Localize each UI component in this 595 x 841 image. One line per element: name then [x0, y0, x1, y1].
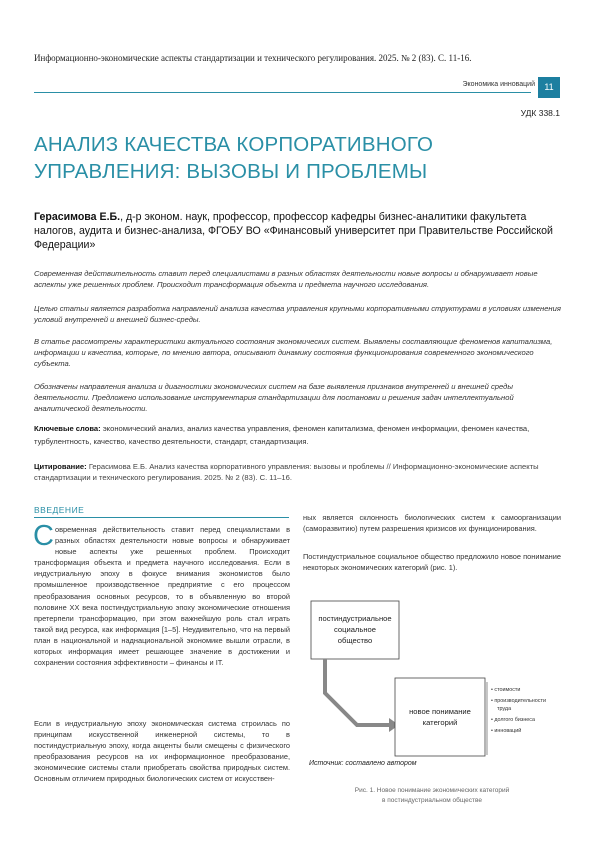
box2-line: новое понимание [409, 707, 471, 716]
figure-caption [303, 786, 561, 806]
box1-line: общество [337, 636, 373, 645]
section-label: Экономика инноваций [462, 81, 535, 88]
header-rule [34, 92, 531, 93]
keywords-label: Ключевые слова: [34, 424, 101, 433]
box-new-understanding [395, 678, 485, 756]
section-heading: ВВЕДЕНИЕ [34, 505, 85, 515]
box2-line: категорий [422, 718, 458, 727]
intro-paragraph-1 [33, 520, 290, 668]
abstract-paragraph: Целью статьи является разработка направлений анализа качества управления крупными корпоративными структурами в условиях изменения условий внутренней и внешней бизнес-среды. [34, 304, 561, 325]
author-name: Герасимова Е.Б. [34, 211, 121, 223]
bullet-item-cont: труда [497, 706, 512, 712]
page-number: 11 [538, 77, 560, 98]
article-title [34, 131, 474, 185]
abstract-paragraph: Современная действительность ставит перед специалистами в разных областях деятельности новые вопросы и обнаруживает новые аспекты уже решенных проблем. Происходит трансформация объекта и предмета научного исследования. [34, 269, 538, 290]
title-line: УПРАВЛЕНИЯ: ВЫЗОВЫ И ПРОБЛЕМЫ [34, 160, 428, 183]
bullet-item: • производительности [491, 698, 546, 704]
bullet-item: • стоимости [491, 687, 521, 693]
abstract-paragraph: Обозначены направления анализа и диагностики экономических систем на базе выявления признаков внутренней и внешней среды деятельности. Предложено использование инструментария стандартизации для постановки и решения задач интеллектуальной аналитической деятельности. [34, 382, 514, 414]
intro-text: овременная действительность ставит перед специалистами в разных областях деятельности новые вопросы и обнаруживает новые аспекты уже решенных проблем. Происходит трансформация объекта и предмета научного исследования. Если в индустриальную эпоху в фокусе внимания экономистов было промышленное производственное предприятие с его процессом преобразования основных ресурсов, то в объявленную во второй половине XX века постиндустриальную эпоху экономические отношения претерпели трансформацию, при этом важнейшую роль стал играть такой вид ресурса, как информация [1–5]. Неудивительно, что на первый план в национальной и наднациональной экономике вышли отрасли, в которых информация имеет решающее значение в достижении и сохранении состояния эффективности – финансы и IT. [34, 525, 290, 668]
keywords [34, 423, 562, 448]
intro-paragraph-4: Постиндустриальное социальное общество предложило новое понимание некоторых экономических категорий (рис. 1). [303, 552, 561, 573]
title-line: АНАЛИЗ КАЧЕСТВА КОРПОРАТИВНОГО [34, 133, 434, 156]
bullet-item: • долгого бизнеса [491, 717, 535, 723]
bullet-item: • инноваций [491, 728, 522, 734]
udk-code: УДК 338.1 [520, 108, 560, 118]
author-block [34, 210, 564, 252]
box1-line: постиндустриальное [318, 614, 392, 623]
caption-line: Рис. 1. Новое понимание экономических категорий [354, 787, 510, 794]
intro-paragraph-3: ных является склонность биологических систем к самоорганизации (саморазвитию) путем разрешения кризисов их функционирования. [303, 513, 561, 534]
intro-paragraph-2: Если в индустриальную эпоху экономическая система строилась по принципам искусственной инженерной системы, то в постиндустриальную эпоху, когда акценты были смещены с физического преобразования ресурсов на их информационное преобразование, экономические системы стали приобретать свойства природных систем. Основным отличием природных биологических систем от искусствен- [34, 719, 290, 784]
connector-arrow-line [325, 659, 391, 725]
citation-label: Цитирование: [34, 462, 87, 471]
figure-source: Источник: составлено автором [309, 760, 417, 767]
citation [34, 461, 562, 483]
section-rule [34, 517, 289, 518]
keywords-text: экономический анализ, анализ качества управления, феномен капитализма, феномен информации, феномен качества, турбулентность, качество, качество деятельности, стандарт, стандартизация. [34, 424, 530, 446]
caption-line: в постиндустриальном обществе [381, 797, 482, 804]
drop-cap: С [33, 520, 54, 552]
author-affiliation: , д-р эконом. наук, профессор, профессор кафедры бизнес-аналитики факультета налогов, аудита и бизнес-анализа, ФГОБУ ВО «Финансовый университет при Правительстве Российской Федерации» [34, 211, 553, 251]
running-header: Информационно-экономические аспекты стандартизации и технического регулирования. 2025. № 2 (83). С. 11-16. [34, 53, 472, 63]
abstract-paragraph: В статье рассмотрены характеристики актуального состояния экономических систем. Выявлены составляющие феноменов капитализма, информации и качества, которые, по мнению автора, описывают динамику состояния функционирования современного экономического субъекта. [34, 337, 553, 369]
citation-text: Герасимова Е.Б. Анализ качества корпоративного управления: вызовы и проблемы // Информационно-экономические аспекты стандартизации и технического регулирования. 2025. № 2 (83). С. 11–16. [34, 462, 539, 483]
figure-diagram [303, 587, 565, 773]
box1-line: социальное [334, 625, 376, 634]
